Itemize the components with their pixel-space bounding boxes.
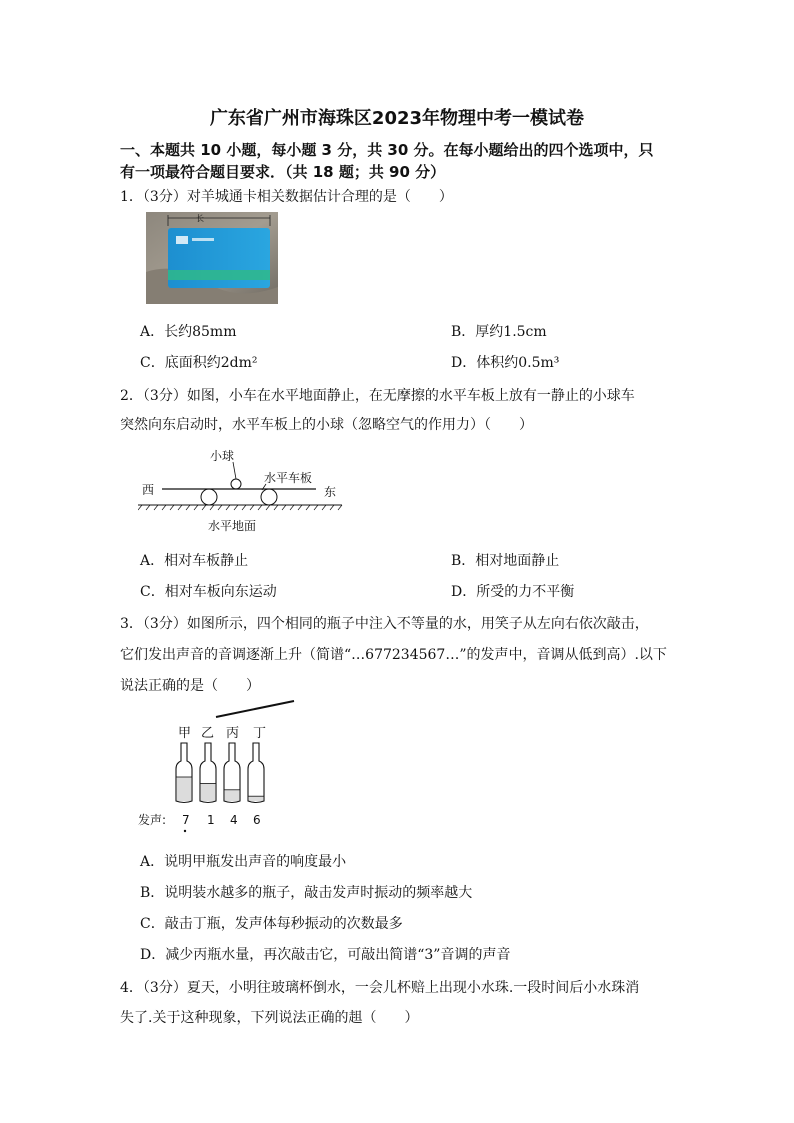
q1-option-a: A．长约85mm bbox=[140, 324, 237, 340]
question-4-stem-line2: 失了.关于这种现象，下列说法正确的趄（ ） bbox=[120, 1010, 419, 1026]
sound-label: 发声: bbox=[138, 813, 167, 827]
note-yi: 1 bbox=[207, 813, 215, 827]
q2-board-label: 水平车板 bbox=[264, 471, 313, 485]
q2-east-label: 东 bbox=[324, 485, 337, 499]
water-fill-3 bbox=[225, 790, 239, 801]
q2-cart-diagram bbox=[138, 442, 348, 541]
q1-card-photo bbox=[146, 212, 278, 308]
bottle-label-jia: 甲 bbox=[178, 726, 192, 741]
q2-west-label: 西 bbox=[142, 483, 155, 497]
page-title: 广东省广州市海珠区2023年物理中考一模试卷 bbox=[209, 108, 585, 129]
q2-ball-label: 小球 bbox=[210, 449, 235, 463]
bottle-label-ding: 丁 bbox=[253, 726, 267, 741]
bottle-label-yi: 乙 bbox=[201, 726, 215, 741]
note-jia: 7 bbox=[182, 813, 190, 827]
q1-option-d: D．体积约0.5m³ bbox=[451, 355, 560, 371]
q3-option-b: B．说明装水越多的瓶子，敲击发声时振动的频率越大 bbox=[140, 885, 473, 901]
q3-option-c: C．敲击丁瓶，发声体每秒振动的次数最多 bbox=[140, 916, 403, 932]
q2-option-c: C．相对车板向东运动 bbox=[140, 584, 277, 600]
section-header-line1: 一、本题共 10 小题，每小题 3 分，共 30 分。在每小题给出的四个选项中，只 bbox=[120, 141, 654, 159]
q1-length-label: 长 bbox=[196, 214, 204, 223]
bottle-4 bbox=[248, 743, 264, 803]
q2-ground-label: 水平地面 bbox=[208, 519, 257, 533]
q1-option-c: C．底面积约2dm² bbox=[140, 355, 258, 371]
water-fill-1 bbox=[177, 777, 191, 801]
water-fill-4 bbox=[249, 796, 263, 801]
question-4-stem-line1: 4．（3分）夏天，小明往玻璃杯倒水，一会儿杯赔上出现小水珠.一段时间后小水珠消 bbox=[120, 980, 640, 996]
question-3-stem-line2: 它们发出声音的音调逐渐上升（简谱“…677234567…”的发声中，音调从低到高）.以下 bbox=[120, 647, 667, 663]
q3-option-d: D．减少丙瓶水量，再次敲击它，可敲出简谱“3”音调的声音 bbox=[140, 947, 511, 963]
question-3-stem-line1: 3．（3分）如图所示，四个相同的瓶子中注入不等量的水，用笑子从左向右依次敲击， bbox=[120, 616, 649, 632]
q2-option-a: A．相对车板静止 bbox=[140, 553, 249, 569]
bottle-label-bing: 丙 bbox=[226, 726, 240, 741]
q2-option-b: B．相对地面静止 bbox=[451, 553, 560, 569]
section-header-line2: 有一项最符合题目要求．（共 18 题；共 90 分） bbox=[120, 163, 446, 181]
q3-option-a: A．说明甲瓶发出声音的响度最小 bbox=[140, 854, 347, 870]
question-2-stem-line2: 突然向东启动时，水平车板上的小球（忽略空气的作用力）（ ） bbox=[120, 417, 533, 433]
bottles-group bbox=[176, 743, 264, 803]
q2-option-d: D．所受的力不平衡 bbox=[451, 584, 575, 600]
question-1-stem: 1．（3分）对羊城通卡相关数据估计合理的是（ ） bbox=[120, 189, 453, 205]
note-ding: 6 bbox=[253, 813, 261, 827]
question-3-stem-line3: 说法正确的是（ ） bbox=[120, 678, 260, 694]
question-2-stem-line1: 2．（3分）如图，小车在水平地面静止，在无摩擦的水平车板上放有一静止的小球车 bbox=[120, 388, 635, 404]
q3-bottles-diagram bbox=[136, 697, 306, 841]
q1-option-b: B．厚约1.5cm bbox=[451, 324, 547, 340]
water-fill-2 bbox=[201, 783, 215, 801]
note-bing: 4 bbox=[230, 813, 238, 827]
note-low-dot bbox=[184, 830, 186, 832]
